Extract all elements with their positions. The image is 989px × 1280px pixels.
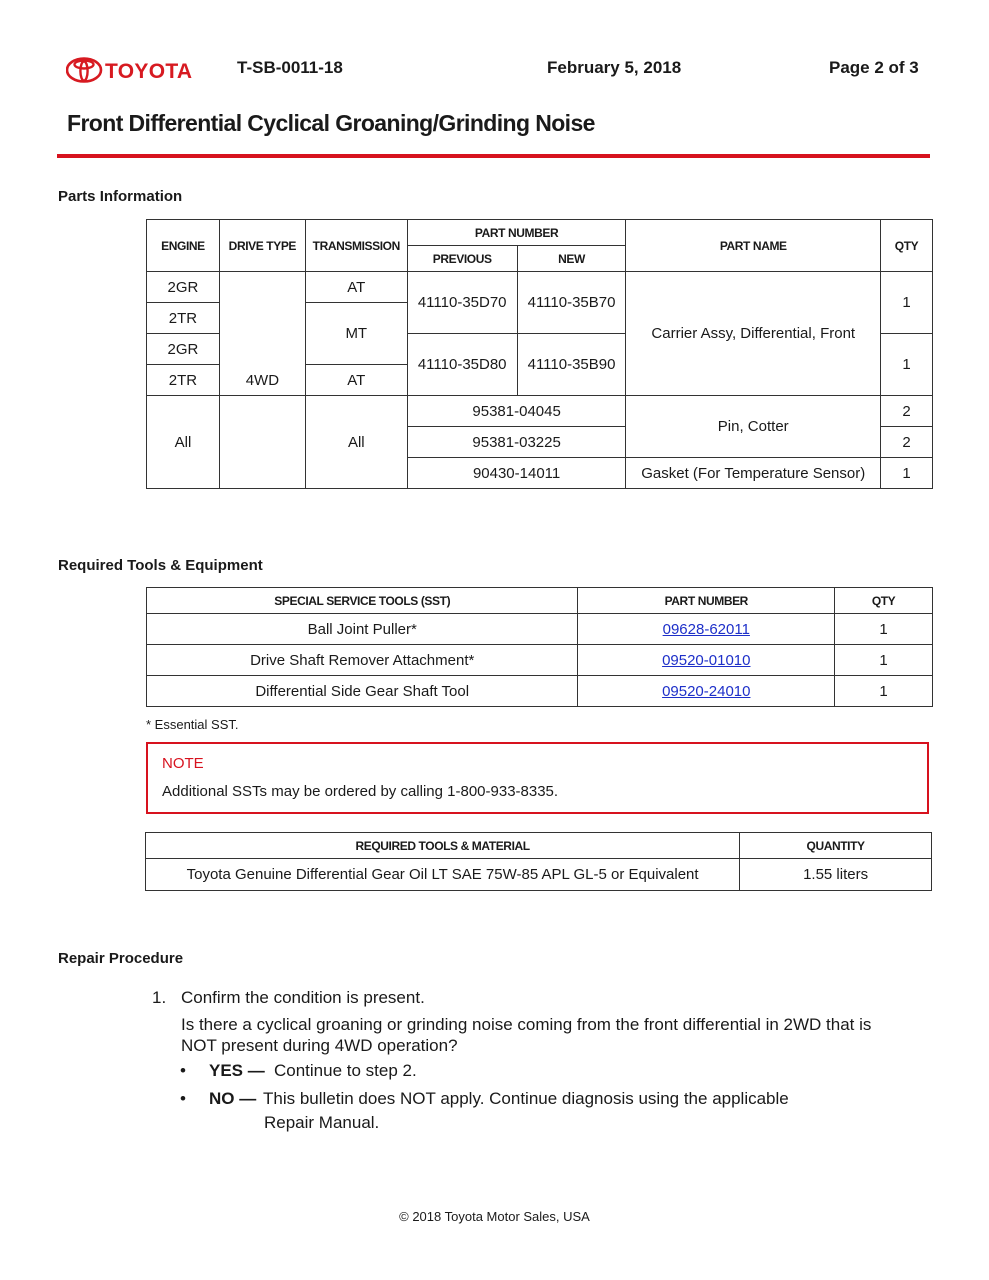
sst-table (146, 587, 933, 707)
part-name-cell: Carrier Assy, Differential, Front (626, 272, 881, 396)
col-header-engine: ENGINE (147, 220, 220, 272)
parts-info-heading: Parts Information (58, 188, 183, 205)
procedure-heading: Repair Procedure (58, 950, 184, 967)
part-number-cell: 95381-04045 (407, 396, 626, 427)
col-header-quantity: QUANTITY (740, 833, 932, 859)
tool-part-cell (578, 676, 835, 707)
drive-type-empty-cell (219, 396, 305, 489)
engine-cell: 2TR (147, 303, 220, 334)
qty-cell: 2 (881, 427, 933, 458)
tool-qty-cell: 1 (835, 645, 933, 676)
toyota-logo (66, 55, 198, 90)
page-title: Front Differential Cyclical Groaning/Grinding Noise (67, 110, 595, 136)
engine-cell: All (147, 396, 220, 489)
bullet: • (180, 1089, 186, 1108)
drive-type-cell: 4WD (219, 272, 305, 396)
tool-part-link[interactable]: 09520-01010 (662, 651, 751, 669)
col-header-part-number: PART NUMBER (578, 588, 835, 614)
tool-name-cell: Differential Side Gear Shaft Tool (147, 676, 578, 707)
step-number: 1. (152, 988, 167, 1007)
new-part-cell: 41110-35B90 (517, 334, 626, 396)
tools-heading: Required Tools & Equipment (58, 557, 263, 574)
new-part-cell: 41110-35B70 (517, 272, 626, 334)
qty-cell: 2 (881, 396, 933, 427)
bullet: • (180, 1061, 186, 1080)
col-header-part-name: PART NAME (626, 220, 881, 272)
qty-cell: 1 (881, 458, 933, 489)
materials-table (145, 832, 932, 891)
logo-wordmark: TOYOTA (105, 60, 193, 83)
bulletin-date: February 5, 2018 (547, 58, 682, 77)
parts-table (146, 219, 933, 489)
col-header-previous: PREVIOUS (407, 246, 517, 272)
part-number-cell: 95381-03225 (407, 427, 626, 458)
tool-name-cell: Ball Joint Puller* (147, 614, 578, 645)
tool-qty-cell: 1 (835, 614, 933, 645)
transmission-cell: MT (305, 303, 407, 365)
tool-part-link[interactable]: 09628-62011 (662, 620, 750, 638)
previous-part-cell: 41110-35D70 (407, 272, 517, 334)
col-header-qty: QTY (835, 588, 933, 614)
tool-qty-cell: 1 (835, 676, 933, 707)
tool-part-link[interactable]: 09520-24010 (662, 682, 751, 700)
part-number-cell: 90430-14011 (407, 458, 626, 489)
note-box (146, 742, 929, 814)
transmission-cell: All (305, 396, 407, 489)
col-header-material: REQUIRED TOOLS & MATERIAL (146, 833, 740, 859)
col-header-drive-type: DRIVE TYPE (219, 220, 305, 272)
question-line-2: NOT present during 4WD operation? (181, 1036, 458, 1055)
page-number: Page 2 of 3 (829, 58, 919, 77)
part-name-cell: Pin, Cotter (626, 396, 881, 458)
no-text: This bulletin does NOT apply. Continue diagnosis using the applicable (263, 1089, 789, 1108)
tool-name-cell: Drive Shaft Remover Attachment* (147, 645, 578, 676)
previous-part-cell: 41110-35D80 (407, 334, 517, 396)
col-header-sst: SPECIAL SERVICE TOOLS (SST) (147, 588, 578, 614)
engine-cell: 2GR (147, 334, 220, 365)
material-qty-cell: 1.55 liters (740, 859, 932, 891)
tool-part-cell (578, 614, 835, 645)
material-name-cell: Toyota Genuine Differential Gear Oil LT SAE 75W-85 APL GL-5 or Equivalent (146, 859, 740, 891)
note-label: NOTE (162, 755, 204, 772)
question-line-1: Is there a cyclical groaning or grinding noise coming from the front differential in 2WD that is (181, 1015, 872, 1034)
tool-part-cell (578, 645, 835, 676)
yes-label: YES — (209, 1061, 265, 1080)
engine-cell: 2GR (147, 272, 220, 303)
title-divider (57, 154, 930, 158)
yes-text: Continue to step 2. (274, 1061, 417, 1080)
transmission-cell: AT (305, 272, 407, 303)
col-header-qty: QTY (881, 220, 933, 272)
part-name-cell: Gasket (For Temperature Sensor) (626, 458, 881, 489)
qty-cell: 1 (881, 272, 933, 334)
col-header-part-number: PART NUMBER (407, 220, 626, 246)
transmission-cell: AT (305, 365, 407, 396)
sst-footnote: * Essential SST. (146, 717, 239, 732)
note-text: Additional SSTs may be ordered by calling 1-800-933-8335. (162, 783, 559, 800)
col-header-transmission: TRANSMISSION (305, 220, 407, 272)
col-header-new: NEW (517, 246, 626, 272)
engine-cell: 2TR (147, 365, 220, 396)
no-label: NO — (209, 1089, 257, 1108)
step-text: Confirm the condition is present. (181, 988, 425, 1007)
copyright-footer: © 2018 Toyota Motor Sales, USA (399, 1209, 590, 1224)
bulletin-id: T-SB-0011-18 (237, 58, 343, 77)
no-text-continued: Repair Manual. (264, 1113, 380, 1132)
qty-cell: 1 (881, 334, 933, 396)
